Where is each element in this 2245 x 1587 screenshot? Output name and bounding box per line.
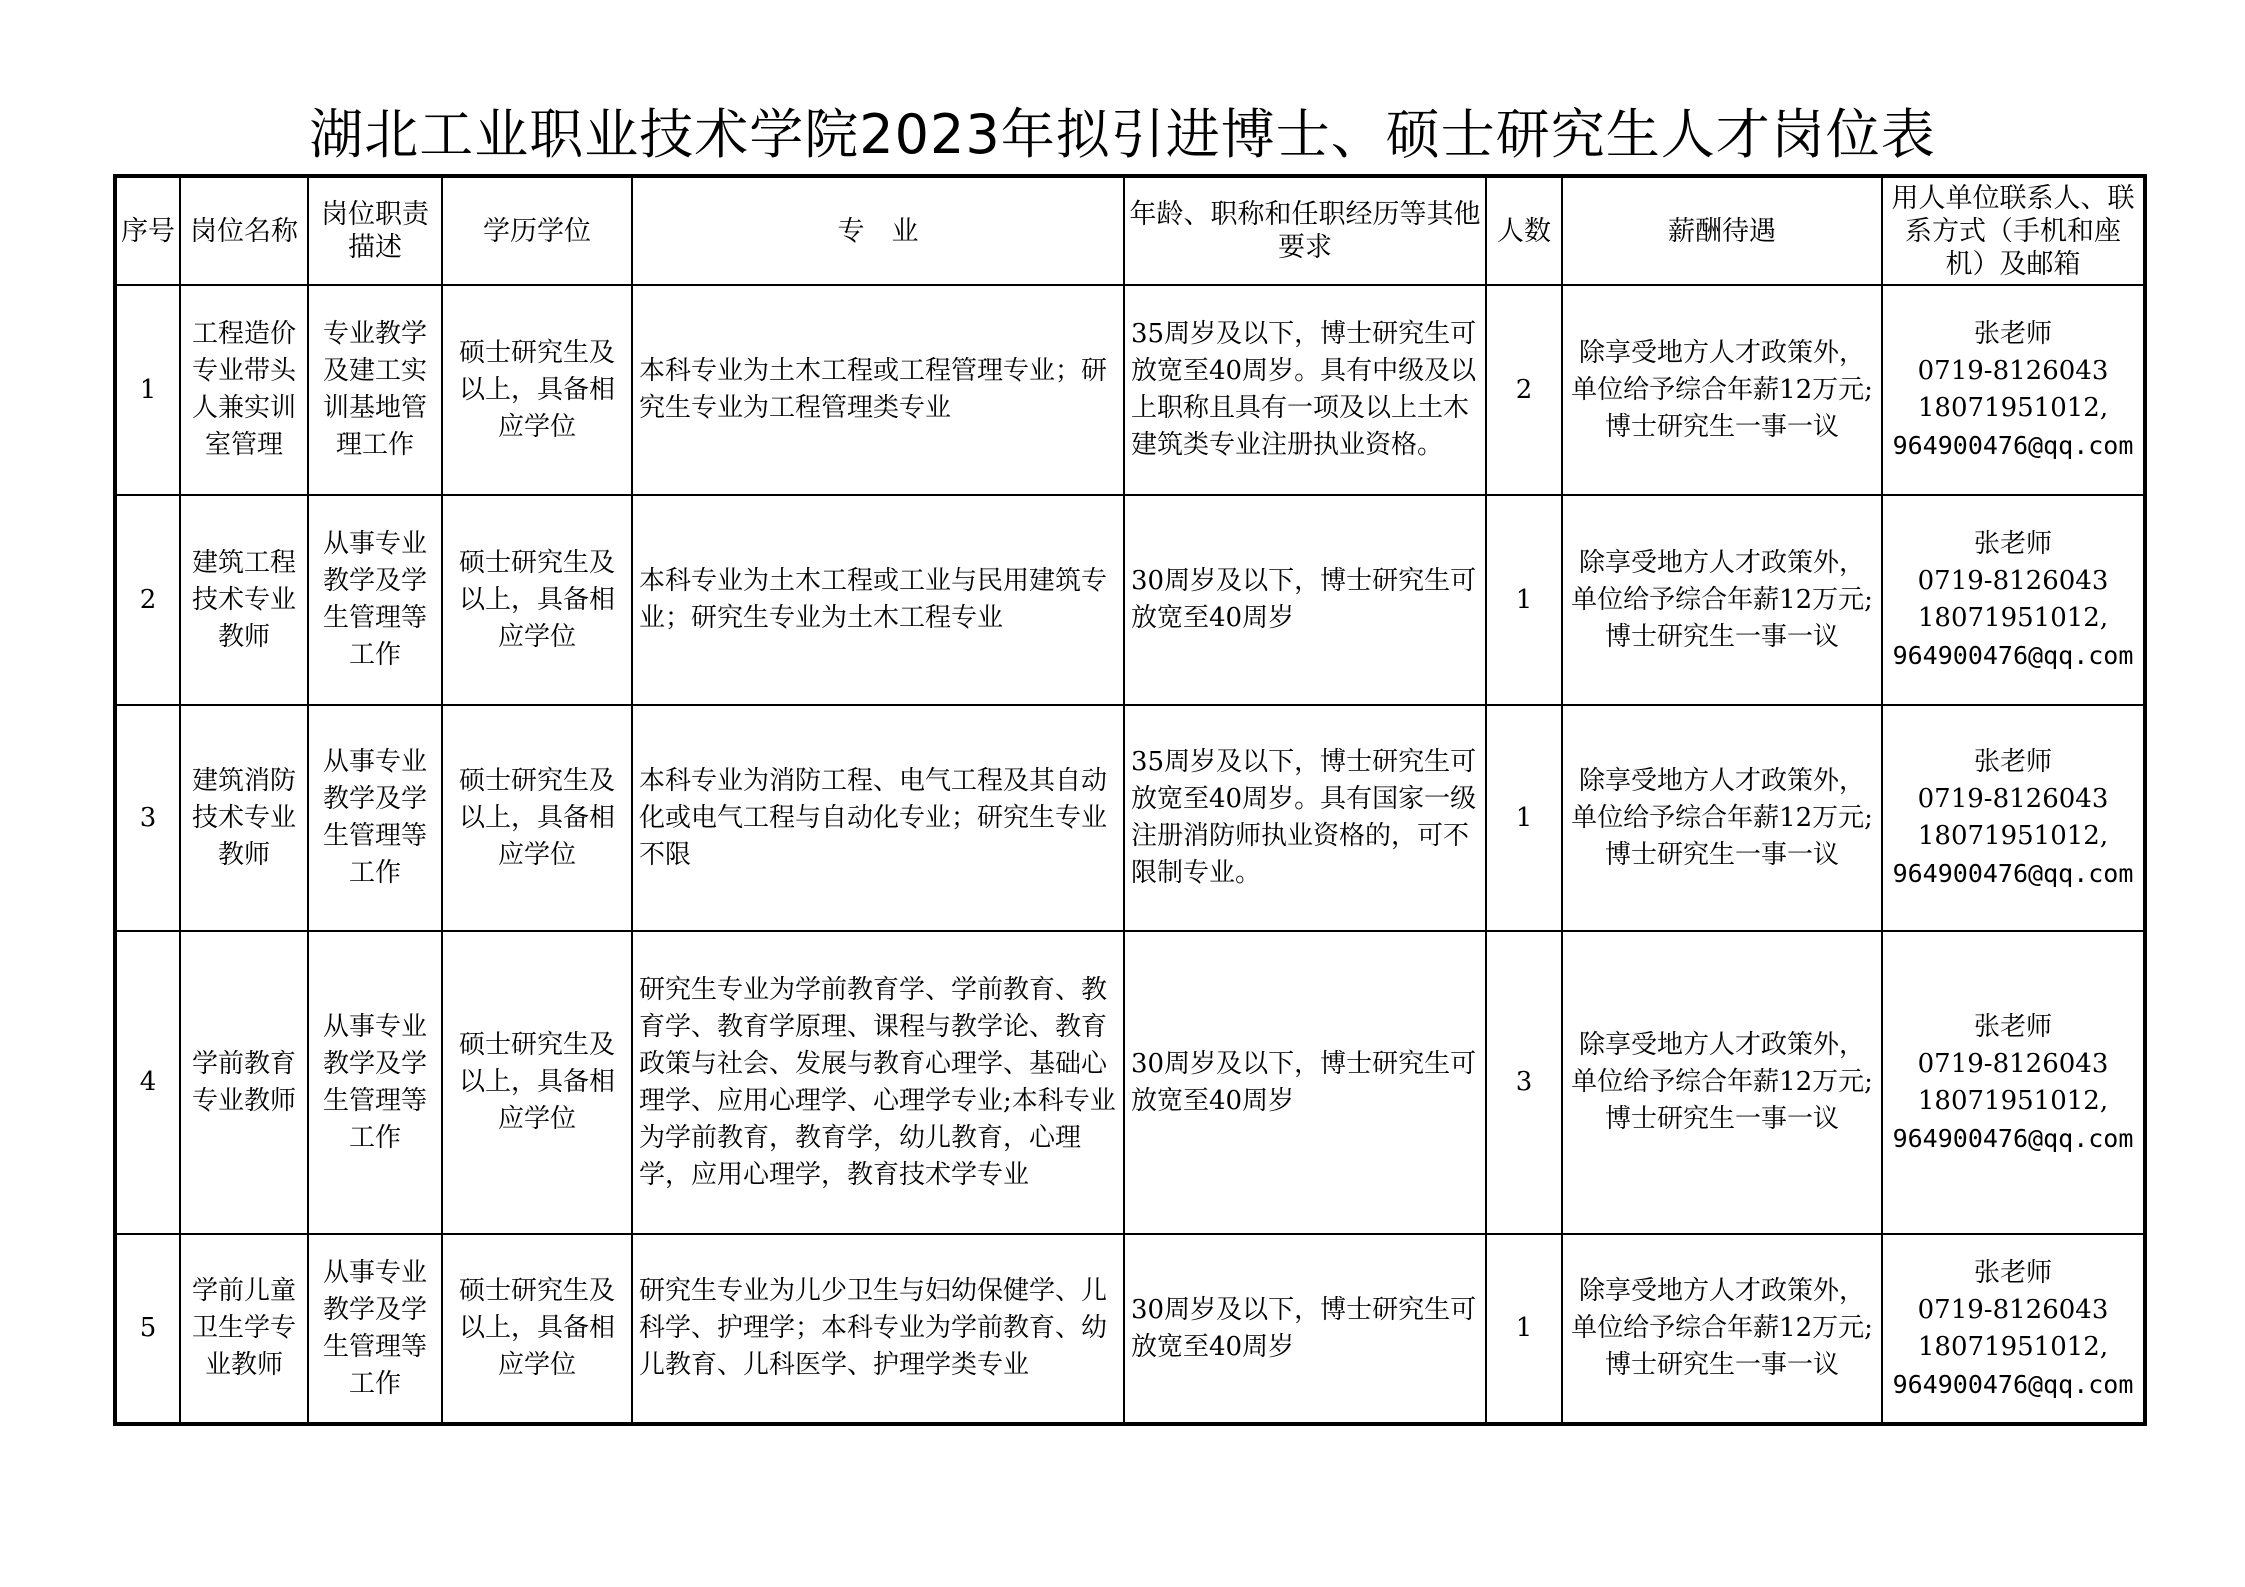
contact-email: 964900476@qq.com [1892, 1369, 2134, 1399]
header-degree: 学历学位 [442, 176, 632, 285]
contact-email: 964900476@qq.com [1892, 431, 2134, 460]
cell-count: 1 [1486, 705, 1562, 931]
header-major: 专 业 [632, 176, 1124, 285]
cell-degree: 硕士研究生及以上，具备相应学位 [442, 285, 632, 495]
header-count: 人数 [1486, 176, 1562, 285]
cell-duty: 从事专业教学及学生管理等工作 [308, 705, 442, 931]
cell-degree: 硕士研究生及以上，具备相应学位 [442, 705, 632, 931]
cell-name: 建筑工程技术专业教师 [180, 495, 308, 705]
cell-salary: 除享受地方人才政策外，单位给予综合年薪12万元;博士研究生一事一议 [1562, 931, 1882, 1234]
contact-mobile: 18071951012, [1917, 1331, 2109, 1362]
contact-email: 964900476@qq.com [1892, 1123, 2134, 1153]
cell-salary: 除享受地方人才政策外，单位给予综合年薪12万元;博士研究生一事一议 [1562, 705, 1882, 931]
cell-count: 1 [1486, 1234, 1562, 1424]
cell-count: 1 [1486, 495, 1562, 705]
cell-degree: 硕士研究生及以上，具备相应学位 [442, 931, 632, 1234]
table-row [115, 931, 2145, 1234]
cell-requirements: 30周岁及以下，博士研究生可放宽至40周岁 [1124, 495, 1486, 705]
table-row [115, 285, 2145, 495]
cell-degree: 硕士研究生及以上，具备相应学位 [442, 495, 632, 705]
cell-name: 建筑消防技术专业教师 [180, 705, 308, 931]
cell-requirements: 35周岁及以下，博士研究生可放宽至40周岁。具有国家一级注册消防师执业资格的，可不限制专业。 [1124, 705, 1486, 931]
page-title: 湖北工业职业技术学院2023年拟引进博士、硕士研究生人才岗位表 [309, 103, 1936, 166]
cell-count: 2 [1486, 285, 1562, 495]
contact-mobile: 18071951012, [1917, 603, 2109, 633]
contact-email: 964900476@qq.com [1892, 641, 2134, 670]
header-contact: 用人单位联系人、联系方式（手机和座机）及邮箱 [1882, 176, 2145, 285]
cell-duty: 从事专业教学及学生管理等工作 [308, 931, 442, 1234]
cell-seq: 1 [115, 285, 180, 495]
contact-name: 张老师 [1973, 529, 2052, 559]
cell-contact [1882, 705, 2145, 931]
cell-contact [1882, 495, 2145, 705]
contact-phone: 0719-8126043 [1917, 1048, 2109, 1079]
contact-phone: 0719-8126043 [1917, 1294, 2109, 1325]
cell-seq: 3 [115, 705, 180, 931]
cell-salary: 除享受地方人才政策外，单位给予综合年薪12万元;博士研究生一事一议 [1562, 495, 1882, 705]
header-name: 岗位名称 [180, 176, 308, 285]
contact-mobile: 18071951012, [1917, 1085, 2109, 1116]
header-seq: 序号 [115, 176, 180, 285]
cell-major: 研究生专业为儿少卫生与妇幼保健学、儿科学、护理学；本科专业为学前教育、幼儿教育、儿科医学、护理学类专业 [632, 1234, 1124, 1424]
contact-name: 张老师 [1973, 1011, 2052, 1042]
contact-name: 张老师 [1973, 1257, 2052, 1288]
cell-name: 学前儿童卫生学专业教师 [180, 1234, 308, 1424]
table-header-row [115, 176, 2145, 285]
cell-requirements: 30周岁及以下，博士研究生可放宽至40周岁 [1124, 931, 1486, 1234]
cell-seq: 5 [115, 1234, 180, 1424]
header-salary: 薪酬待遇 [1562, 176, 1882, 285]
cell-name: 学前教育专业教师 [180, 931, 308, 1234]
table-row [115, 495, 2145, 705]
cell-contact [1882, 285, 2145, 495]
cell-degree: 硕士研究生及以上，具备相应学位 [442, 1234, 632, 1424]
cell-salary: 除享受地方人才政策外，单位给予综合年薪12万元;博士研究生一事一议 [1562, 285, 1882, 495]
cell-seq: 2 [115, 495, 180, 705]
cell-duty: 专业教学及建工实训基地管理工作 [308, 285, 442, 495]
cell-salary: 除享受地方人才政策外，单位给予综合年薪12万元;博士研究生一事一议 [1562, 1234, 1882, 1424]
cell-contact [1882, 931, 2145, 1234]
contact-name: 张老师 [1973, 319, 2052, 349]
cell-major: 本科专业为消防工程、电气工程及其自动化或电气工程与自动化专业；研究生专业不限 [632, 705, 1124, 931]
cell-requirements: 35周岁及以下，博士研究生可放宽至40周岁。具有中级及以上职称且具有一项及以上土木建筑类专业注册执业资格。 [1124, 285, 1486, 495]
cell-major: 本科专业为土木工程或工业与民用建筑专业；研究生专业为土木工程专业 [632, 495, 1124, 705]
cell-duty: 从事专业教学及学生管理等工作 [308, 495, 442, 705]
cell-requirements: 30周岁及以下，博士研究生可放宽至40周岁 [1124, 1234, 1486, 1424]
contact-email: 964900476@qq.com [1892, 859, 2134, 888]
cell-duty: 从事专业教学及学生管理等工作 [308, 1234, 442, 1424]
cell-major: 本科专业为土木工程或工程管理专业；研究生专业为工程管理类专业 [632, 285, 1124, 495]
header-duty: 岗位职责描述 [308, 176, 442, 285]
cell-name: 工程造价专业带头人兼实训室管理 [180, 285, 308, 495]
table-row [115, 1234, 2145, 1424]
contact-phone: 0719-8126043 [1917, 356, 2109, 386]
contact-phone: 0719-8126043 [1917, 566, 2109, 596]
cell-seq: 4 [115, 931, 180, 1234]
cell-major: 研究生专业为学前教育学、学前教育、教育学、教育学原理、课程与教学论、教育政策与社会、发展与教育心理学、基础心理学、应用心理学、心理学专业;本科专业为学前教育，教育学，幼儿教育，心理学，应用心理学，教育技术学专业 [632, 931, 1124, 1234]
contact-mobile: 18071951012, [1917, 821, 2109, 851]
cell-contact [1882, 1234, 2145, 1424]
positions-table [113, 174, 2147, 1426]
contact-mobile: 18071951012, [1917, 393, 2109, 423]
contact-phone: 0719-8126043 [1917, 784, 2109, 814]
contact-name: 张老师 [1973, 747, 2052, 777]
table-row [115, 705, 2145, 931]
header-requirements: 年龄、职称和任职经历等其他要求 [1124, 176, 1486, 285]
cell-count: 3 [1486, 931, 1562, 1234]
